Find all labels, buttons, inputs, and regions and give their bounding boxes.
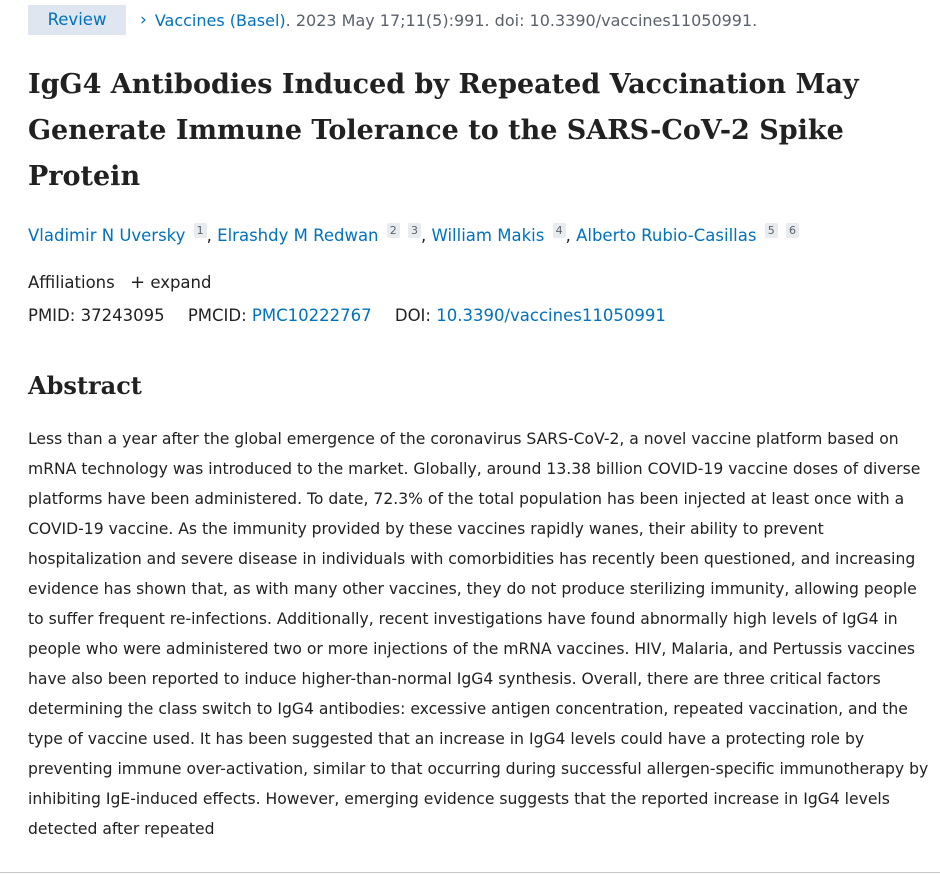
affiliation-ref[interactable]: 4	[553, 223, 566, 238]
author-link[interactable]: Elrashdy M Redwan	[217, 226, 379, 245]
bottom-divider	[0, 872, 940, 873]
article-title: IgG4 Antibodies Induced by Repeated Vaccination May Generate Immune Tolerance to the SARS-CoV-2 Spike Protein	[28, 69, 859, 192]
expand-label[interactable]: expand	[150, 273, 212, 292]
pmcid-label: PMCID:	[187, 306, 247, 325]
pmcid-link[interactable]: PMC10222767	[251, 306, 372, 325]
doi-link[interactable]: 10.3390/vaccines11050991	[436, 306, 666, 325]
chevron-right-icon[interactable]: ›	[140, 10, 147, 30]
identifiers-row	[28, 306, 666, 325]
affiliation-ref[interactable]: 5	[765, 223, 778, 238]
pmid-label: PMID:	[28, 306, 76, 325]
affiliations-toggle[interactable]	[28, 272, 211, 293]
author-link[interactable]: Alberto Rubio-Casillas	[576, 226, 757, 245]
affiliation-ref[interactable]: 2	[387, 223, 400, 238]
affiliation-ref[interactable]: 1	[194, 223, 207, 238]
affiliation-ref[interactable]: 6	[786, 223, 799, 238]
abstract-heading: Abstract	[28, 371, 142, 400]
article-type-badge: Review	[28, 5, 126, 35]
citation-line	[28, 5, 757, 35]
author-link[interactable]: Vladimir N Uversky	[28, 226, 186, 245]
journal-link[interactable]: Vaccines (Basel)	[154, 10, 286, 30]
pmid-value: 37243095	[80, 306, 165, 325]
affiliation-ref[interactable]: 3	[408, 223, 421, 238]
citation-details: . 2023 May 17;11(5):991. doi: 10.3390/vaccines11050991.	[285, 10, 758, 30]
affiliations-label: Affiliations	[28, 273, 115, 292]
plus-icon: +	[129, 272, 146, 293]
author-link[interactable]: William Makis	[431, 226, 545, 245]
abstract-text: Less than a year after the global emergence of the coronavirus SARS-CoV-2, a novel vaccine platform based on mRNA technology was introduced to the market. Globally, around 13.38 billion COVID-19 vaccine doses of diverse platforms have been administered. To date, 72.3% of the total population has been injected at least once with a COVID-19 vaccine. As the immunity provided by these vaccines rapidly wanes, their ability to prevent hospitalization and severe disease in individuals with comorbidities has recently been questioned, and increasing evidence has shown that, as with many other vaccines, they do not produce sterilizing immunity, allowing people to suffer frequent re-infections. Additionally, recent investigations have found abnormally high levels of IgG4 in people who were administered two or more injections of the mRNA vaccines. HIV, Malaria, and Pertussis vaccines have also been reported to induce higher-than-normal IgG4 synthesis. Overall, there are three critical factors determining the class switch to IgG4 antibodies: excessive antigen concentration, repeated vaccination, and the type of vaccine used. It has been suggested that an increase in IgG4 levels could have a protecting role by preventing immune over-activation, similar to that occurring during successful allergen-specific immunotherapy by inhibiting IgE-induced effects. However, emerging evidence suggests that the reported increase in IgG4 levels detected after repeated	[28, 430, 929, 838]
author-list: Vladimir N Uversky $^1$ , Elrashdy M Redwan $^2$ $^3$ , William Makis $^4$ , Alberto Rubio-Casillas $^5$ $^6$	[28, 223, 799, 245]
doi-label: DOI:	[394, 306, 431, 325]
